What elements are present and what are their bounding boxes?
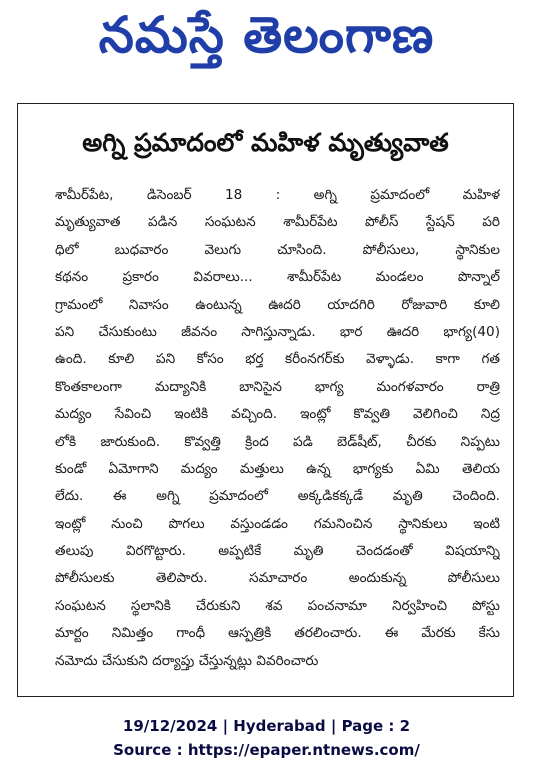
article-line: మద్యం సేవించి ఇంటికి వచ్చింది. ఇంట్లో కొవ్వతి వెలిగించి నిద్ర <box>55 406 500 423</box>
article-line: కుండో ఏమోగాని మద్యం మత్తులు ఉన్న భాగ్యకు ఏమి తెలియ <box>55 460 500 477</box>
article-line: కథనం ప్రకారం వివరాలు... శామీర్‌పేట మండలం పొన్నాల్ <box>55 269 500 286</box>
article-line: లోకి జారుకుంది. కొవ్వత్తి క్రింద పడి బెడ్‌షీట్, చీరకు నిప్పటు <box>55 433 500 450</box>
article-line: శామీర్‌పేట, డిసెంబర్ 18 : అగ్ని ప్రమాదంలో మహిళ <box>55 187 500 203</box>
article-line: ఉంది. కూలి పని కోసం భర్త కరీంనగర్‌కు వెళ్ళాడు. కాగా గత <box>55 351 500 368</box>
article-line: సంఘటన స్థలానికి చేరుకుని శవ పంచనామా నిర్వహించి పోస్టు <box>55 597 500 614</box>
article-line: గ్రామంలో నివాసం ఉంటున్న ఊదరి యాదగిరి రోజువారి కూలి <box>55 296 500 313</box>
news-clipping <box>17 103 514 697</box>
article-line: నమోదు చేసుకుని దర్యాప్తు చేస్తున్నట్లు వివరించారు <box>55 652 319 669</box>
article-body <box>55 182 500 675</box>
article-line: పని చేసుకుంటు జీవనం సాగిస్తున్నాడు. భార ఊదరి భాగ్య(40) <box>55 323 500 340</box>
article-line: ధిలో బుధవారం వెలుగు చూసింది. పోలీసులు, స్థానికుల <box>55 241 500 258</box>
article-headline: అగ్ని ప్రమాదంలో మహిళ మృత్యువాత <box>82 128 449 157</box>
article-line: కొంతకాలంగా మద్యానికి బానిసైన భాగ్య మంగళవారం రాత్రి <box>55 378 500 395</box>
article-line: పోలీసులకు తెలిపారు. సమాచారం అందుకున్న పోలీసులు <box>55 570 500 587</box>
masthead-title: నమస్తే తెలంగాణ <box>98 5 435 64</box>
article-line: లేదు. ఈ అగ్ని ప్రమాదంలో అక్కడికక్కడే మృతి చెందింది. <box>55 488 500 505</box>
article-line: మార్టం నిమిత్తం గాంధీ ఆస్పత్రికి తరలించారు. ఈ మేరకు కేసు <box>55 625 500 642</box>
masthead-logo <box>0 0 533 82</box>
article-line: మృత్యువాత పడిన సంఘటన శామీర్‌పేట పోలీస్ స్టేషన్ పరి <box>55 214 500 231</box>
article-line: తలుపు విరగొట్టారు. అప్పటికే మృతి చెందడంతో విషయాన్ని <box>55 543 500 560</box>
article-line: ఇంట్లో నుంచి పొగలు వస్తుండడం గమనించిన స్థానికులు ఇంటి <box>55 515 500 532</box>
footer-source-link[interactable]: Source : https://epaper.ntnews.com/ <box>113 741 420 759</box>
footer-date-edition: 19/12/2024 | Hyderabad | Page : 2 <box>122 717 411 735</box>
